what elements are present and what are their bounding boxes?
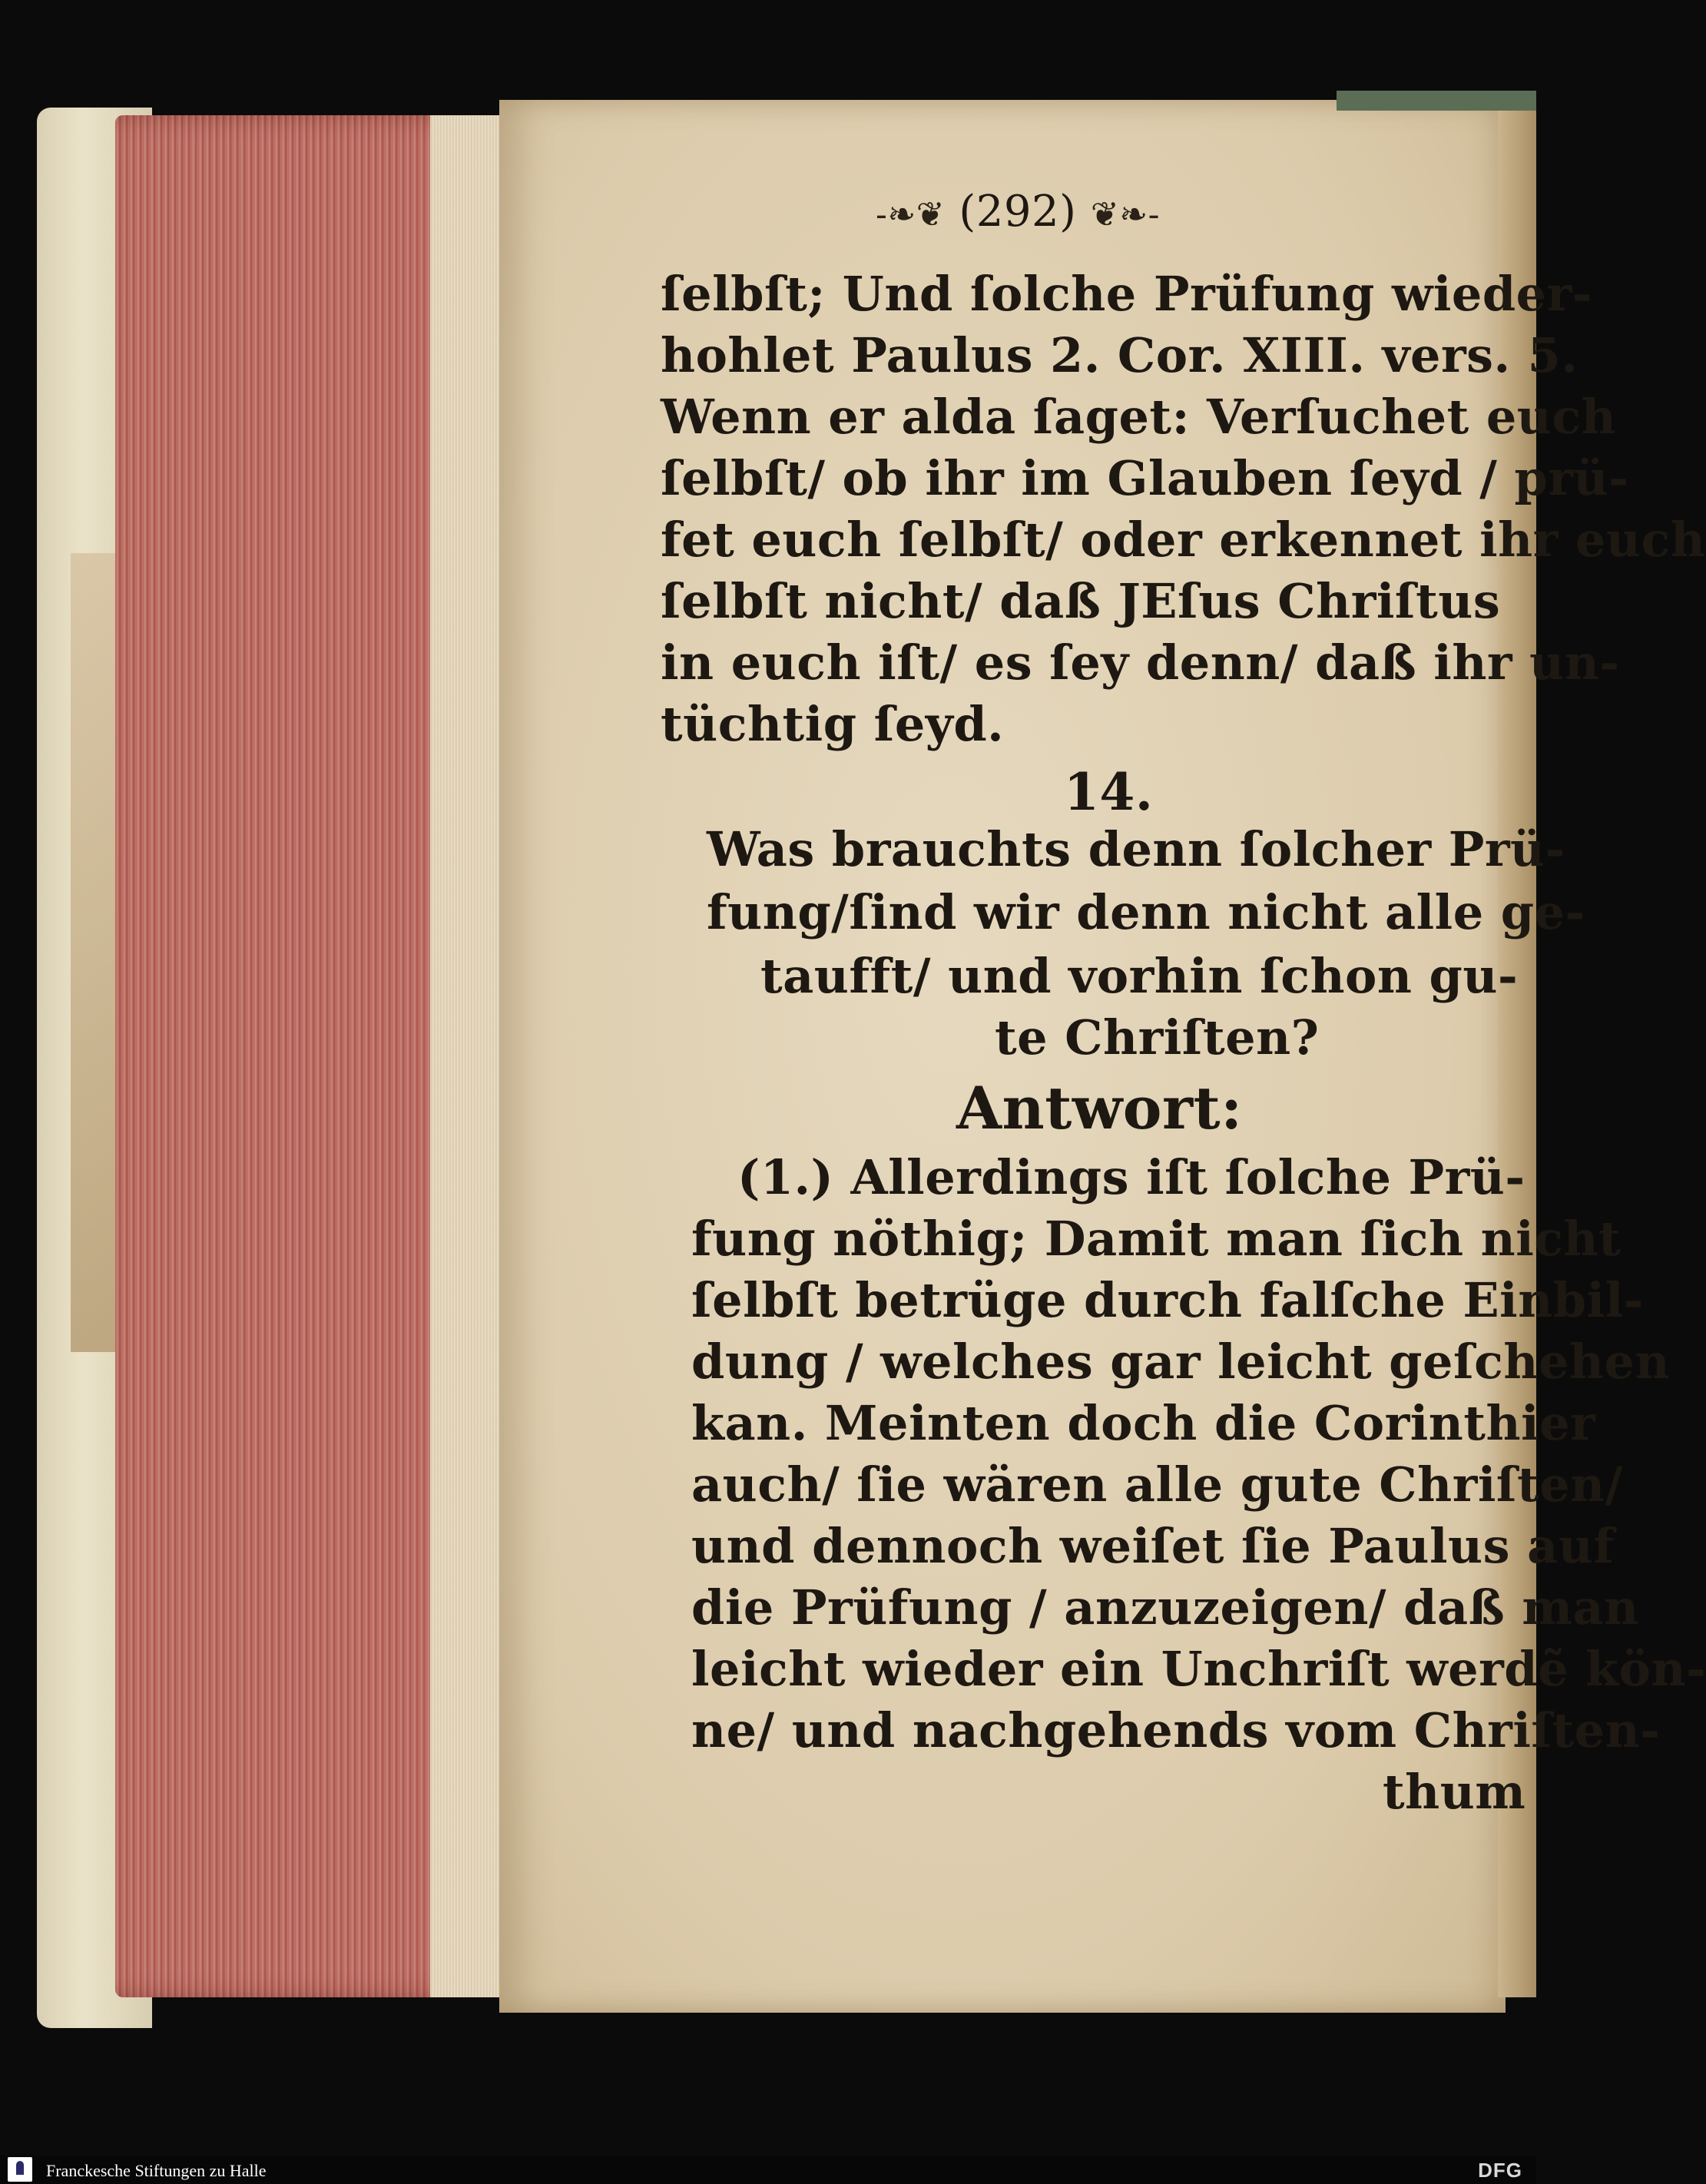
ornament-left: -❧❦ <box>876 195 946 234</box>
body-line: ſelbſt; Und ſolche Prüfung wieder- <box>661 266 1593 322</box>
answer-line: auch/ ſie wären alle gute Chriſten/ <box>691 1457 1623 1513</box>
answer-line: und dennoch weiſet ſie Paulus auf <box>691 1518 1615 1574</box>
dfg-logo: DFG <box>1478 2159 1522 2182</box>
answer-line: leicht wieder ein Unchriſt werdẽ kön- <box>691 1641 1706 1697</box>
body-line: in euch iſt/ es ſey denn/ daß ihr un- <box>661 635 1620 691</box>
question-line: taufft/ und vorhin ſchon gu- <box>760 948 1519 1004</box>
question-line: Was brauchts denn ſolcher Prü- <box>707 821 1565 877</box>
answer-line: ſelbſt betrüge durch falſche Einbil- <box>691 1272 1644 1328</box>
institution-logo-icon <box>8 2157 32 2182</box>
answer-line: die Prüfung / anzuzeigen/ daß man <box>691 1579 1639 1636</box>
answer-line: (1.) Allerdings iſt ſolche Prü- <box>737 1149 1525 1205</box>
body-line: ſelbſt/ ob ihr im Glauben ſeyd / prü- <box>661 450 1629 506</box>
ornament-right: ❦❧- <box>1090 195 1160 234</box>
question-line: fung/ſind wir denn nicht alle ge- <box>707 884 1585 940</box>
body-line: fet euch ſelbſt/ oder erkennet ihr euch <box>661 512 1706 568</box>
question-line: te Chriſten? <box>995 1009 1320 1065</box>
page-number: (292) <box>959 187 1077 237</box>
answer-line: ne/ und nachgehends vom Chriſten- <box>691 1702 1661 1758</box>
body-line: ſelbſt nicht/ daß JEſus Chriſtus <box>661 573 1501 629</box>
question-number: 14. <box>1064 762 1154 822</box>
answer-heading: Antwort: <box>956 1074 1243 1142</box>
catchword: thum <box>1383 1764 1526 1820</box>
answer-line: kan. Meinten doch die Corinthier <box>691 1395 1596 1451</box>
body-line: hohlet Paulus 2. Cor. XIII. vers. 5. <box>661 327 1578 383</box>
body-line: tüchtig ſeyd. <box>661 696 1005 752</box>
header-line <box>876 187 1160 237</box>
institution-name: Franckesche Stiftungen zu Halle <box>46 2161 267 2180</box>
answer-line: dung / welches gar leicht geſchehen <box>691 1334 1671 1390</box>
answer-line: fung nöthig; Damit man ſich nicht <box>691 1211 1622 1267</box>
body-line: Wenn er alda ſaget: Verſuchet euch <box>661 389 1617 445</box>
